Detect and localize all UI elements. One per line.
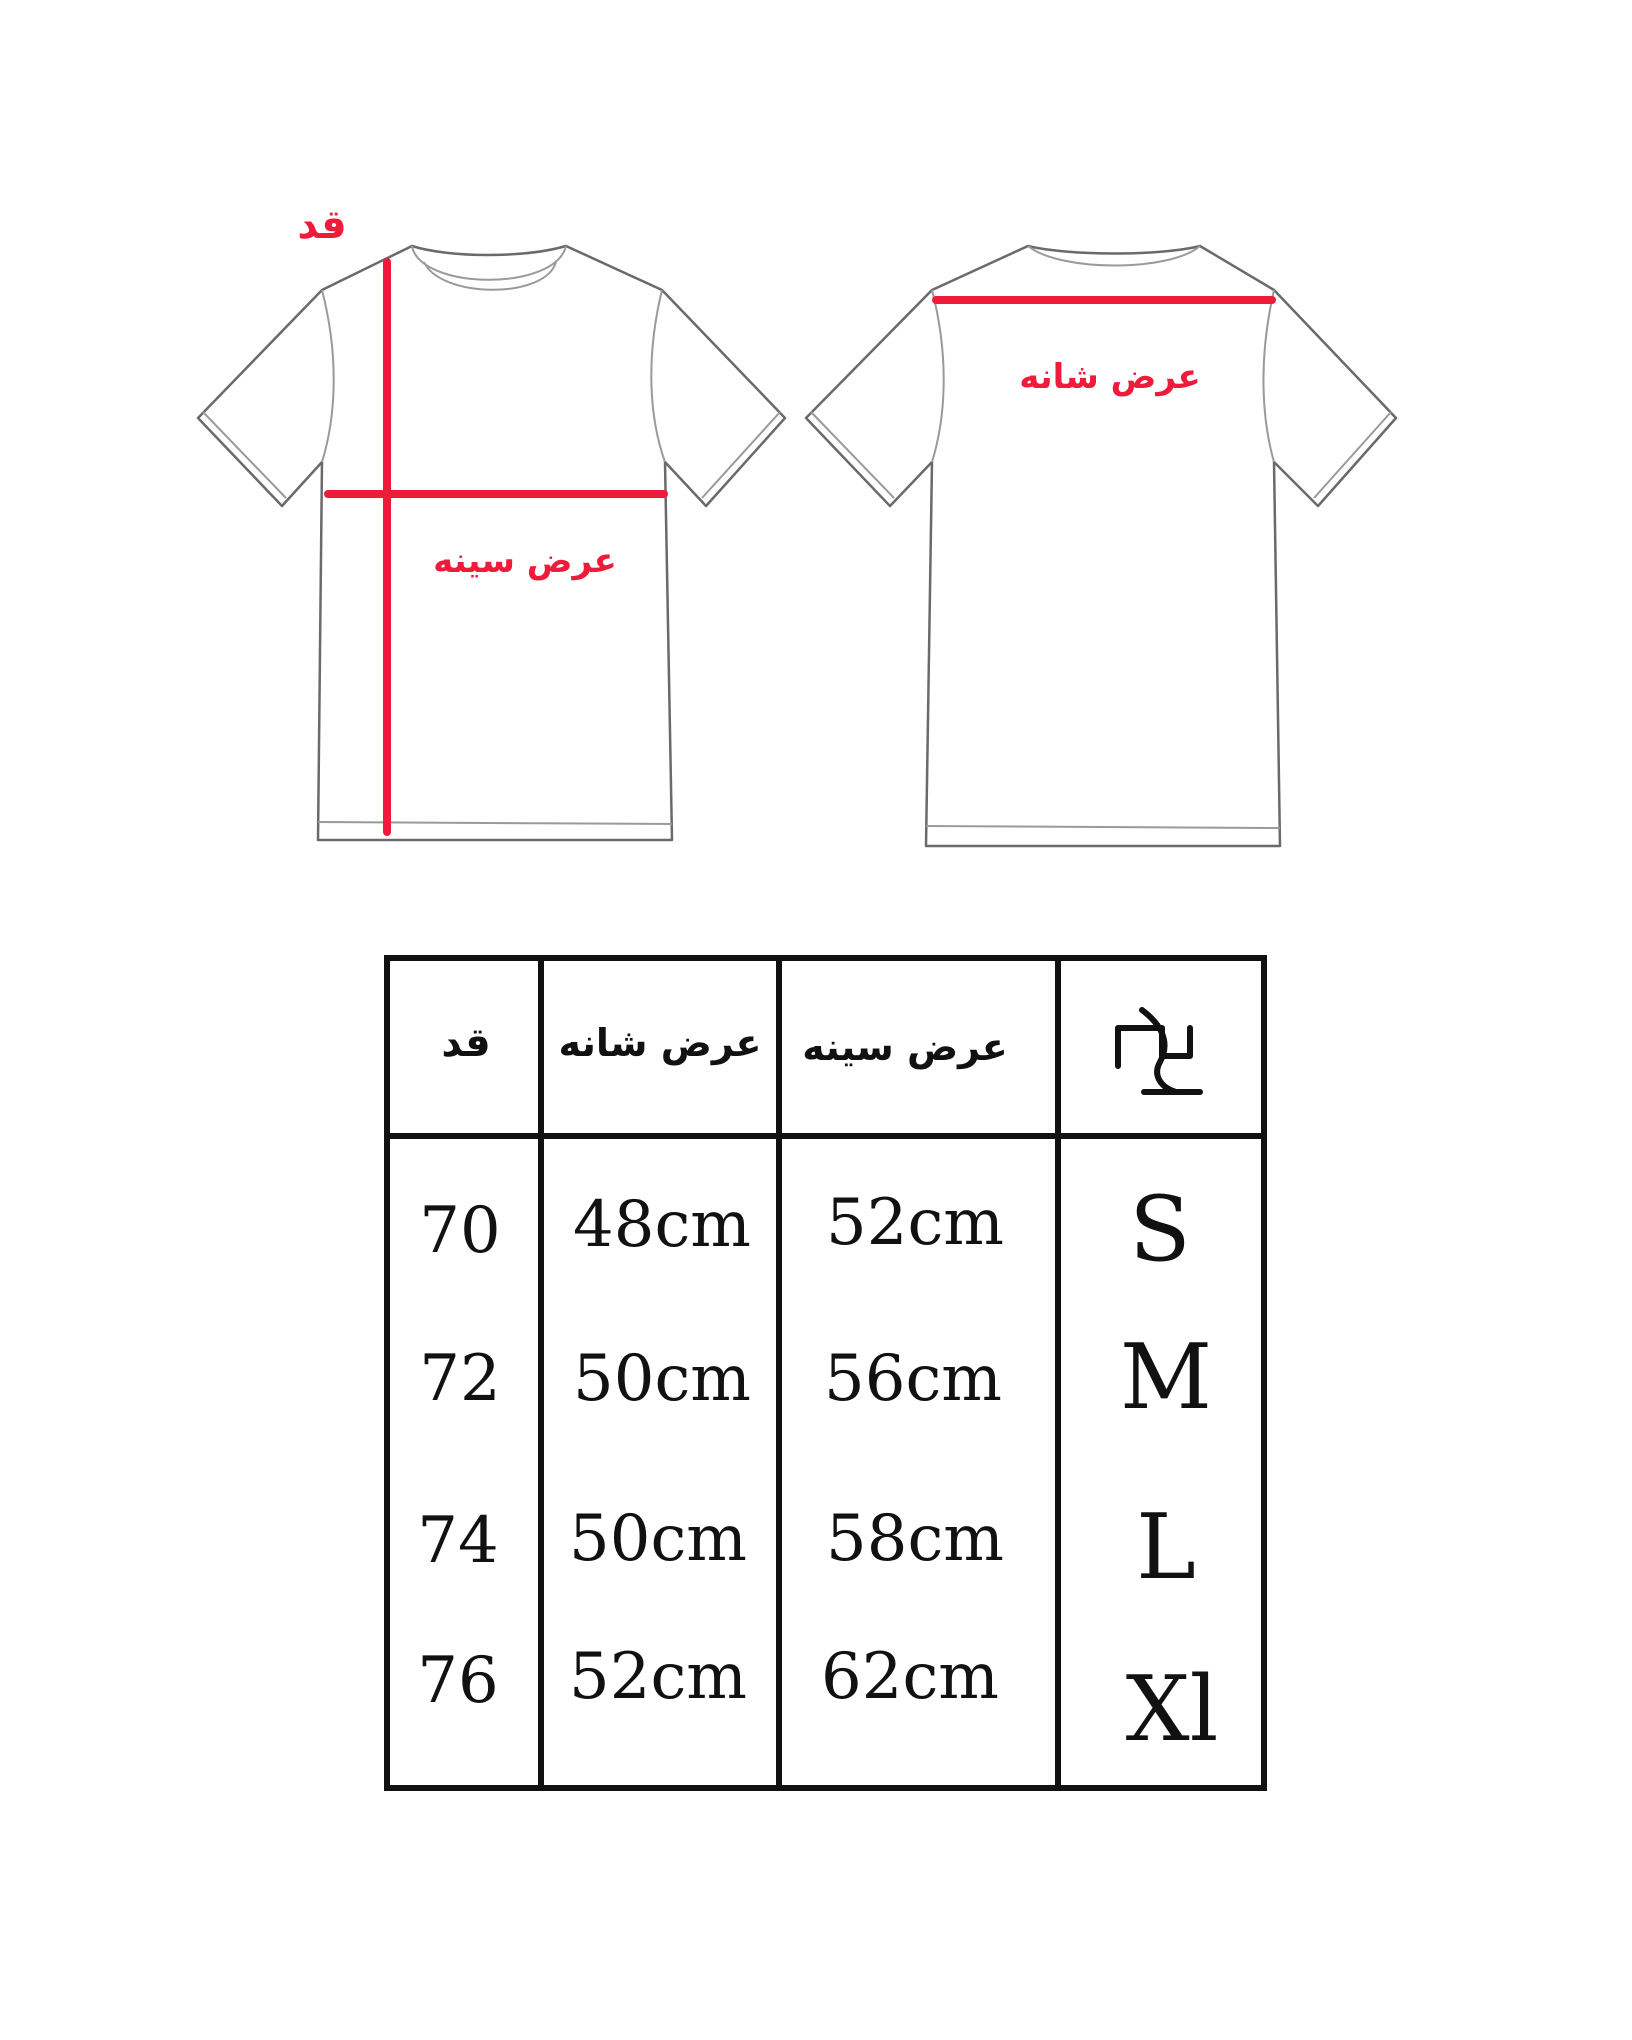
length-label: قد — [297, 202, 347, 248]
chest-value: 58cm — [826, 1502, 1004, 1576]
chest-width-label: عرض سینه — [433, 541, 617, 581]
header-shoulder-width: عرض شانه — [558, 1021, 762, 1065]
table-row — [419, 1177, 1191, 1282]
size-label: Xl — [1125, 1657, 1219, 1762]
chest-value: 52cm — [826, 1186, 1004, 1260]
length-value: 74 — [417, 1504, 499, 1578]
length-value: 70 — [419, 1194, 501, 1268]
size-label: L — [1136, 1495, 1196, 1600]
header-length: قد — [441, 1020, 491, 1066]
shoulder-value: 52cm — [569, 1640, 747, 1714]
length-value: 76 — [417, 1644, 499, 1718]
table-row — [417, 1640, 1218, 1762]
chest-value: 56cm — [824, 1342, 1002, 1416]
header-chest-width: عرض سینه — [802, 1025, 1008, 1069]
ns-monogram-logo-icon — [1118, 1010, 1200, 1092]
size-label: S — [1129, 1177, 1191, 1282]
size-table — [387, 958, 1264, 1788]
back-tshirt — [806, 246, 1396, 846]
size-label: M — [1119, 1325, 1213, 1430]
table-row — [417, 1495, 1196, 1600]
back-tshirt-outline — [806, 246, 1396, 846]
shoulder-value: 50cm — [573, 1342, 751, 1416]
chest-value: 62cm — [821, 1640, 999, 1714]
length-value: 72 — [419, 1342, 501, 1416]
shoulder-value: 48cm — [573, 1188, 751, 1262]
shoulder-value: 50cm — [569, 1502, 747, 1576]
shoulder-width-label: عرض شانه — [1019, 357, 1201, 397]
